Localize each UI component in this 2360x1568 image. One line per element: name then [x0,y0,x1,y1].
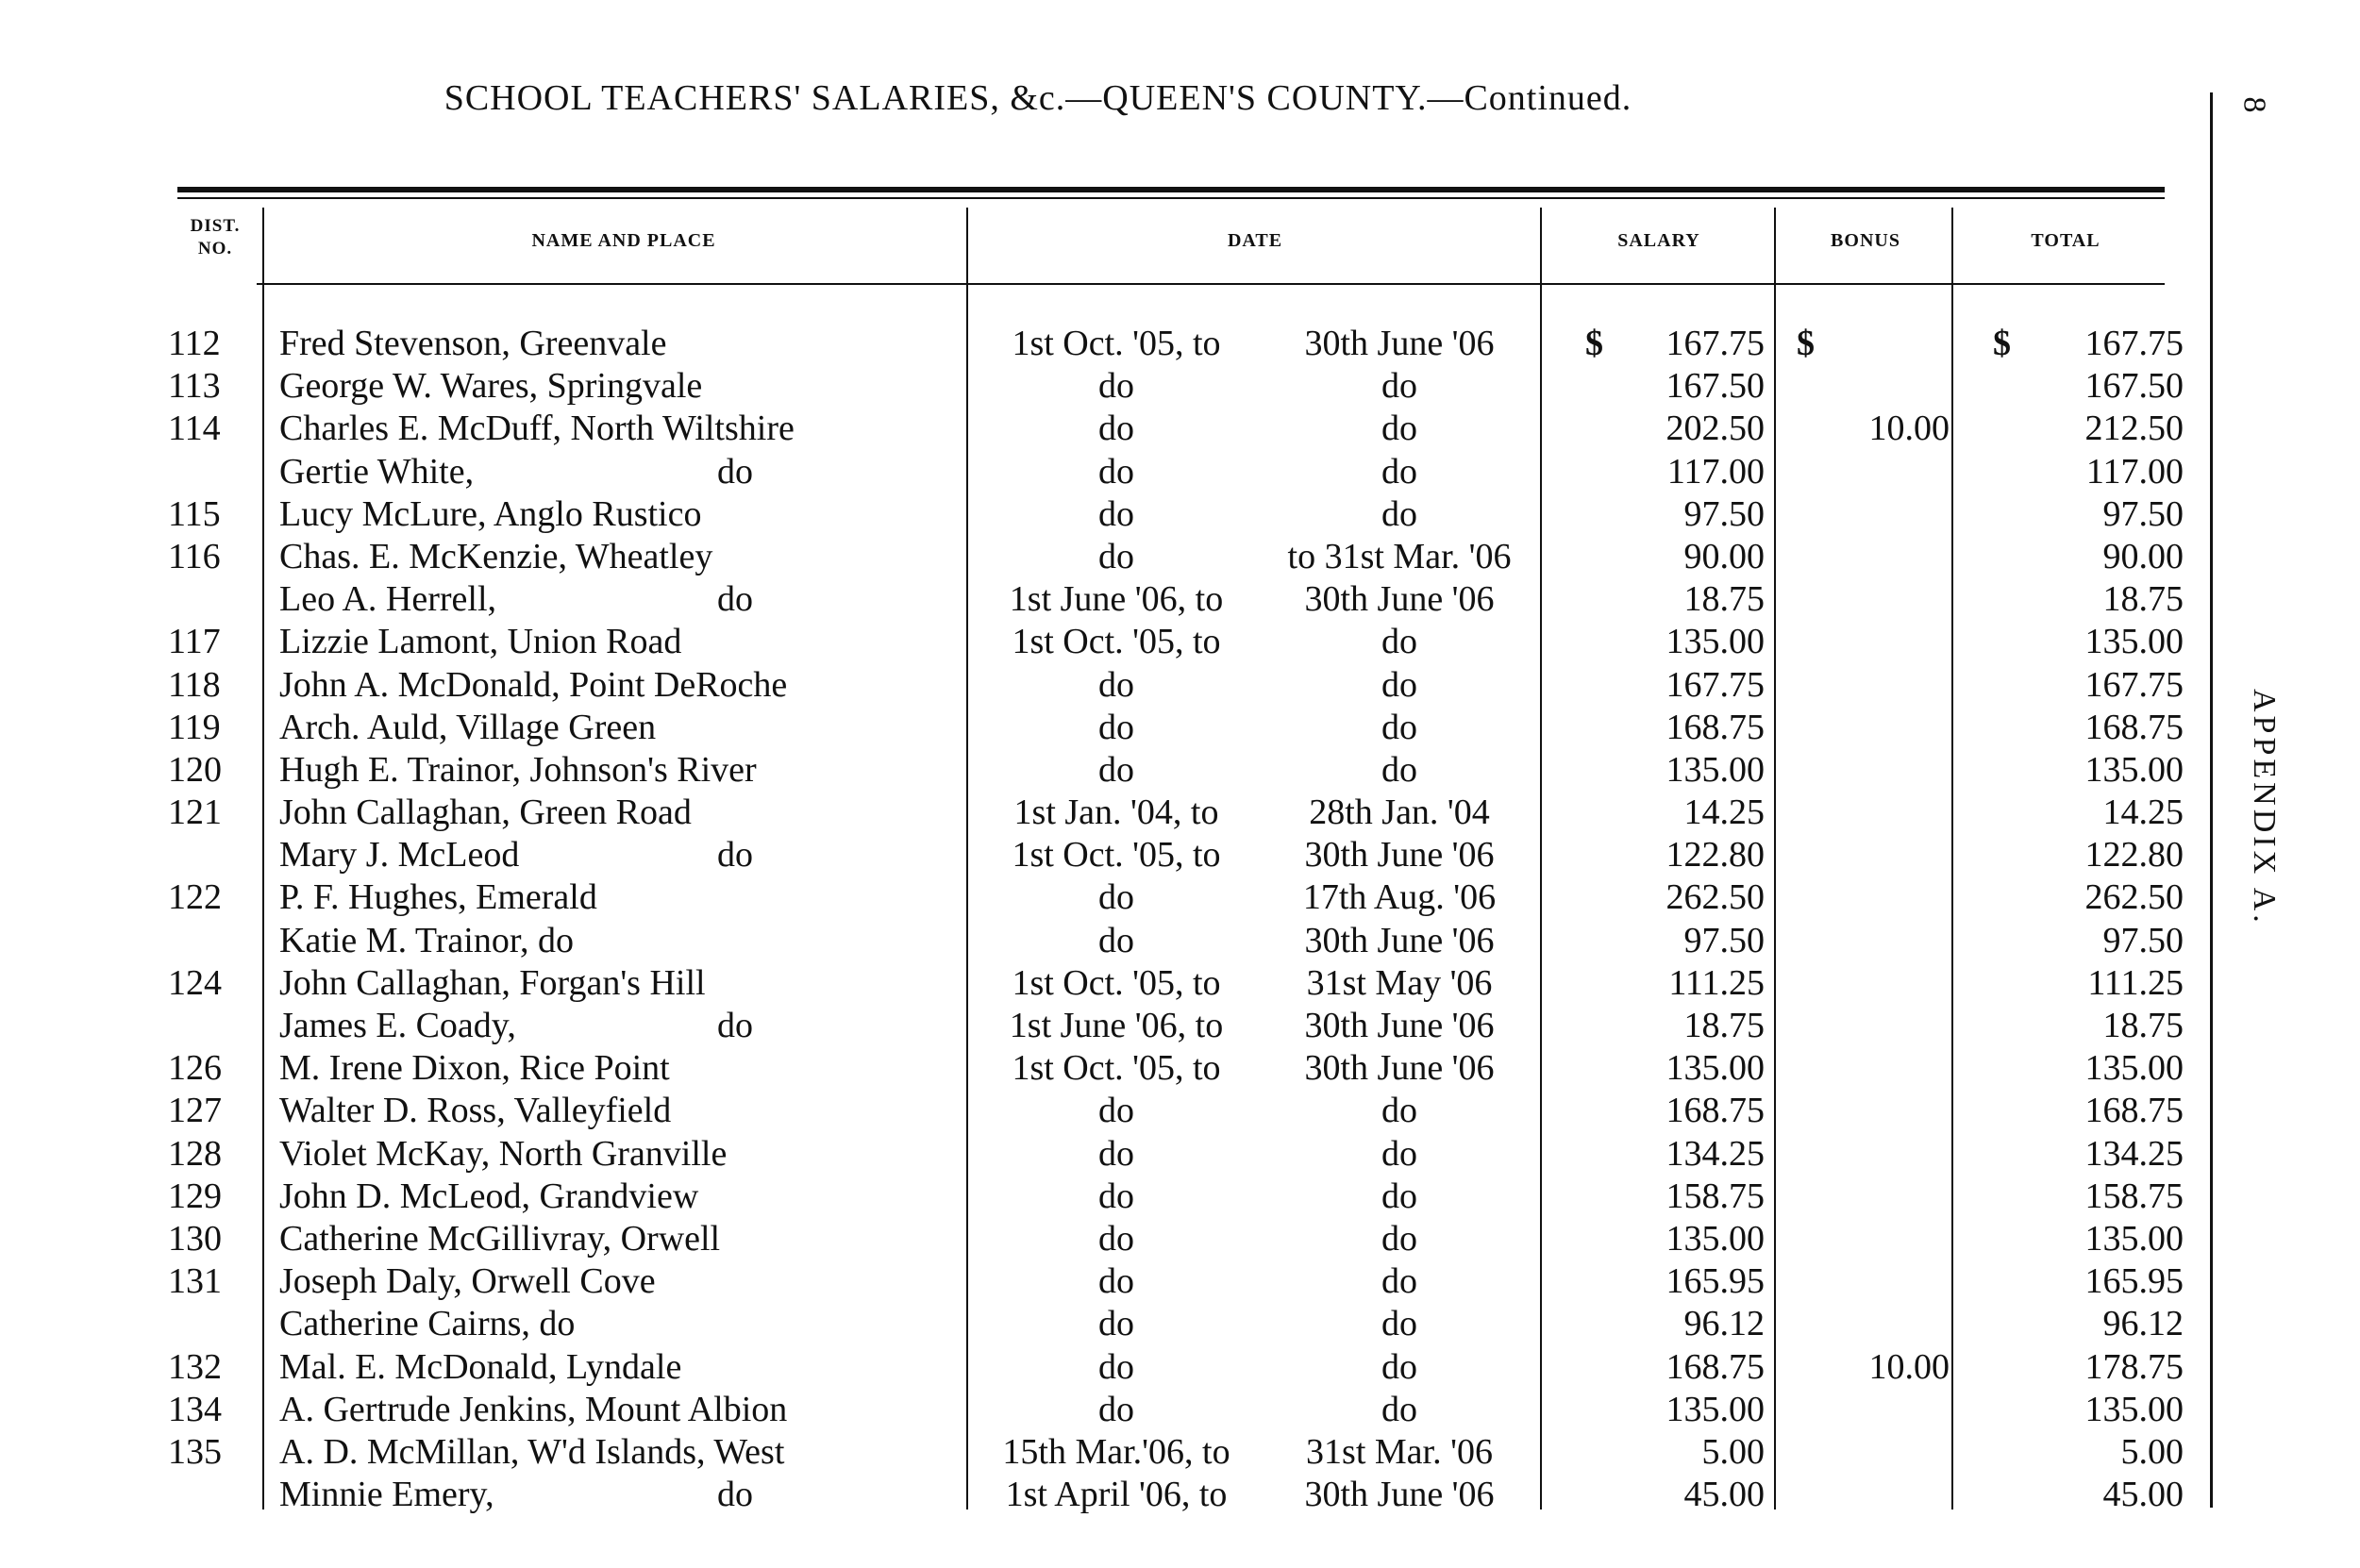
name-cell: James E. Coady, [279,1006,516,1045]
total-cell: 117.00 [2085,451,2184,492]
table-row [0,1303,2208,1345]
header-name-and-place: NAME AND PLACE [531,230,716,251]
total-cell: 96.12 [2102,1304,2184,1344]
total-cell: 90.00 [2102,536,2184,576]
name-cell: Arch. Auld, Village Green [279,707,657,747]
name-cell: Chas. E. McKenzie, Wheatley [279,536,713,576]
total-cell: 135.00 [2084,622,2184,662]
date-from-cell: 1st Oct. '05, to [1012,835,1221,876]
name-cell: Walter D. Ross, Valleyfield [279,1091,672,1131]
salary-cell: 18.75 [1683,579,1765,620]
date-to-cell: do [1381,1176,1417,1216]
dist-no-cell: 116 [168,536,221,576]
name-cell: Mal. E. McDonald, Lyndale [279,1346,682,1387]
date-to-cell: do [1381,1389,1417,1429]
salary-cell: 168.75 [1665,707,1765,747]
date-from-cell: 1st June '06, to [1009,579,1224,620]
dist-no-cell: 135 [168,1431,222,1472]
salary-cell: 135.00 [1665,622,1765,662]
name-cell: John Callaghan, Green Road [279,792,692,833]
date-to-cell: do [1381,664,1417,705]
total-cell: 135.00 [2084,1218,2184,1259]
dist-no-cell: 122 [168,877,222,918]
total-cell: 212.50 [2084,409,2184,449]
place-ditto-cell: do [717,835,753,876]
name-cell: Fred Stevenson, Greenvale [279,324,667,363]
date-from-cell: do [1098,409,1134,449]
name-cell: Mary J. McLeod [279,835,520,876]
salary-cell: 111.25 [1668,962,1765,1003]
table-row [0,1133,2208,1176]
total-cell: 165.95 [2084,1261,2184,1302]
total-cell: 168.75 [2084,707,2184,747]
total-cell: 135.00 [2084,749,2184,790]
date-to-cell: 30th June '06 [1304,835,1495,876]
date-to-cell: 30th June '06 [1304,579,1495,620]
dist-no-cell: 134 [168,1389,222,1429]
dist-no-cell: 129 [168,1176,222,1216]
table-row [0,1474,2208,1516]
table-row [0,1218,2208,1260]
total-cell: 5.00 [2120,1431,2184,1472]
name-cell: Gertie White, [279,451,475,492]
date-from-cell: do [1098,1133,1134,1174]
place-ditto-cell: do [717,451,753,492]
table-row [0,920,2208,962]
name-cell: Hugh E. Trainor, Johnson's River [279,749,757,790]
salary-cell: 168.75 [1665,1091,1765,1131]
table-row [0,365,2208,408]
salary-currency-symbol: $ [1585,324,1603,363]
total-cell: 262.50 [2084,877,2184,918]
date-to-cell: do [1381,1218,1417,1259]
total-cell: 178.75 [2084,1346,2184,1387]
date-to-cell: do [1381,749,1417,790]
salary-cell: 135.00 [1665,1048,1765,1089]
date-from-cell: do [1098,1176,1134,1216]
table-row [0,962,2208,1005]
name-cell: John Callaghan, Forgan's Hill [279,962,706,1003]
table-row [0,1090,2208,1132]
name-cell: Catherine McGillivray, Orwell [279,1218,721,1259]
date-from-cell: 1st Oct. '05, to [1012,622,1221,662]
bonus-cell: 10.00 [1868,1346,1950,1387]
date-to-cell: 30th June '06 [1304,1048,1495,1089]
table-row [0,834,2208,876]
name-cell: M. Irene Dixon, Rice Point [279,1048,670,1089]
date-to-cell: do [1381,1261,1417,1302]
name-cell: John D. McLeod, Grandview [279,1176,699,1216]
table-row [0,1431,2208,1474]
table-row [0,451,2208,493]
date-to-cell: 30th June '06 [1304,324,1495,363]
date-from-cell: do [1098,920,1134,960]
total-cell: 134.25 [2084,1133,2184,1174]
name-cell: John A. McDonald, Point DeRoche [279,664,788,705]
total-cell: 158.75 [2084,1176,2184,1216]
table-row [0,1260,2208,1303]
date-from-cell: do [1098,664,1134,705]
date-from-cell: do [1098,877,1134,918]
dist-no-cell: 119 [168,707,221,747]
salary-cell: 135.00 [1665,749,1765,790]
salary-cell: 117.00 [1666,451,1765,492]
date-to-cell: 28th Jan. '04 [1309,792,1490,833]
date-from-cell: do [1098,536,1134,576]
date-to-cell: 17th Aug. '06 [1302,877,1497,918]
bonus-currency-symbol: $ [1797,324,1815,363]
dist-no-cell: 121 [168,792,222,833]
date-from-cell: do [1098,451,1134,492]
date-to-cell: do [1381,1133,1417,1174]
header-date: DATE [1227,230,1283,251]
salary-cell: 167.75 [1665,324,1765,363]
date-to-cell: do [1381,451,1417,492]
dist-no-cell: 132 [168,1346,222,1387]
header-salary: SALARY [1617,230,1700,251]
date-to-cell: 31st Mar. '06 [1306,1431,1493,1472]
table-row [0,493,2208,536]
table-top-rule-thick [177,187,2165,192]
date-from-cell: do [1098,707,1134,747]
table-row [0,792,2208,834]
date-to-cell: do [1381,707,1417,747]
date-from-cell: 1st Jan. '04, to [1013,792,1219,833]
date-from-cell: do [1098,749,1134,790]
date-to-cell: do [1381,1091,1417,1131]
page-title: SCHOOL TEACHERS' SALARIES, &c.—QUEEN'S COUNTY.—Continued. [444,78,1632,118]
table-row [0,1047,2208,1090]
header-total: TOTAL [2031,230,2101,251]
table-row [0,876,2208,919]
date-from-cell: do [1098,366,1134,407]
dist-no-cell: 126 [168,1048,222,1089]
header-bonus: BONUS [1831,230,1900,251]
name-cell: George W. Wares, Springvale [279,366,703,407]
salary-cell: 135.00 [1665,1218,1765,1259]
total-cell: 45.00 [2102,1475,2184,1515]
salary-cell: 5.00 [1701,1431,1765,1472]
date-to-cell: 31st May '06 [1306,962,1493,1003]
salary-table-body [0,323,2208,1516]
name-cell: Katie M. Trainor, do [279,920,574,960]
name-cell: A. D. McMillan, W'd Islands, West [279,1431,785,1472]
total-cell: 168.75 [2084,1091,2184,1131]
page-number: 8 [2236,96,2272,113]
date-to-cell: do [1381,493,1417,534]
salary-cell: 18.75 [1683,1006,1765,1045]
salary-cell: 97.50 [1683,920,1765,960]
table-row [0,1389,2208,1431]
table-row [0,1005,2208,1047]
date-from-cell: 1st Oct. '05, to [1012,962,1221,1003]
salary-cell: 262.50 [1665,877,1765,918]
date-from-cell: 1st June '06, to [1009,1006,1224,1045]
dist-no-cell: 117 [168,622,221,662]
total-cell: 14.25 [2102,792,2184,833]
date-from-cell: do [1098,1261,1134,1302]
page-margin-rule [2210,92,2213,1508]
header-dist-no: DIST. NO. [190,216,241,259]
date-from-cell: do [1098,493,1134,534]
header-bottom-rule [257,283,2165,285]
total-currency-symbol: $ [1993,324,2011,363]
salary-cell: 45.00 [1683,1475,1765,1515]
date-from-cell: do [1098,1346,1134,1387]
salary-cell: 122.80 [1665,835,1765,876]
dist-no-cell: 124 [168,962,222,1003]
salary-cell: 167.75 [1665,664,1765,705]
table-row [0,749,2208,792]
date-to-cell: do [1381,622,1417,662]
date-from-cell: 1st Oct. '05, to [1012,1048,1221,1089]
name-cell: Charles E. McDuff, North Wiltshire [279,409,795,449]
date-from-cell: do [1098,1304,1134,1344]
date-from-cell: 1st Oct. '05, to [1012,324,1221,363]
total-cell: 122.80 [2084,835,2184,876]
date-to-cell: do [1381,409,1417,449]
total-cell: 135.00 [2084,1048,2184,1089]
total-cell: 18.75 [2102,1006,2184,1045]
date-from-cell: do [1098,1091,1134,1131]
name-cell: Lizzie Lamont, Union Road [279,622,682,662]
name-cell: Minnie Emery, [279,1475,494,1515]
total-cell: 167.50 [2084,366,2184,407]
table-top-rule-thin [177,197,2165,199]
name-cell: Leo A. Herrell, [279,579,497,620]
dist-no-cell: 118 [168,664,221,705]
dist-no-cell: 120 [168,749,222,790]
place-ditto-cell: do [717,1006,753,1045]
salary-cell: 167.50 [1665,366,1765,407]
salary-cell: 168.75 [1665,1346,1765,1387]
total-cell: 167.75 [2084,664,2184,705]
table-row [0,408,2208,450]
date-from-cell: do [1098,1218,1134,1259]
salary-cell: 97.50 [1683,493,1765,534]
date-to-cell: do [1381,1346,1417,1387]
name-cell: Lucy McLure, Anglo Rustico [279,493,702,534]
table-row [0,707,2208,749]
total-cell: 135.00 [2084,1389,2184,1429]
salary-cell: 202.50 [1665,409,1765,449]
date-to-cell: to 31st Mar. '06 [1287,536,1512,576]
dist-no-cell: 113 [168,366,221,407]
date-to-cell: 30th June '06 [1304,1006,1495,1045]
salary-cell: 14.25 [1683,792,1765,833]
dist-no-cell: 128 [168,1133,222,1174]
table-row [0,664,2208,707]
table-row [0,536,2208,578]
date-to-cell: 30th June '06 [1304,1475,1495,1515]
dist-no-cell: 114 [168,409,221,449]
salary-cell: 158.75 [1665,1176,1765,1216]
date-to-cell: do [1381,1304,1417,1344]
salary-cell: 165.95 [1665,1261,1765,1302]
total-cell: 97.50 [2102,920,2184,960]
appendix-label: APPENDIX A. [2247,689,2282,926]
table-row [0,1346,2208,1389]
total-cell: 97.50 [2102,493,2184,534]
place-ditto-cell: do [717,1475,753,1515]
bonus-cell: 10.00 [1868,409,1950,449]
dist-no-cell: 112 [168,324,221,363]
name-cell: Joseph Daly, Orwell Cove [279,1261,656,1302]
table-row [0,323,2208,365]
date-from-cell: 1st April '06, to [1005,1475,1228,1515]
dist-no-cell: 115 [168,493,221,534]
table-row [0,1176,2208,1218]
dist-no-cell: 127 [168,1091,222,1131]
salary-cell: 90.00 [1683,536,1765,576]
date-from-cell: do [1098,1389,1134,1429]
salary-cell: 96.12 [1683,1304,1765,1344]
salary-cell: 134.25 [1665,1133,1765,1174]
name-cell: Violet McKay, North Granville [279,1133,728,1174]
salary-cell: 135.00 [1665,1389,1765,1429]
name-cell: P. F. Hughes, Emerald [279,877,597,918]
date-to-cell: do [1381,366,1417,407]
total-cell: 18.75 [2102,579,2184,620]
date-to-cell: 30th June '06 [1304,920,1495,960]
date-from-cell: 15th Mar.'06, to [1002,1431,1230,1472]
name-cell: Catherine Cairns, do [279,1304,576,1344]
name-cell: A. Gertrude Jenkins, Mount Albion [279,1389,788,1429]
table-row [0,578,2208,621]
place-ditto-cell: do [717,579,753,620]
dist-no-cell: 131 [168,1261,222,1302]
dist-no-cell: 130 [168,1218,222,1259]
total-cell: 111.25 [2087,962,2184,1003]
total-cell: 167.75 [2084,324,2184,363]
table-row [0,621,2208,663]
